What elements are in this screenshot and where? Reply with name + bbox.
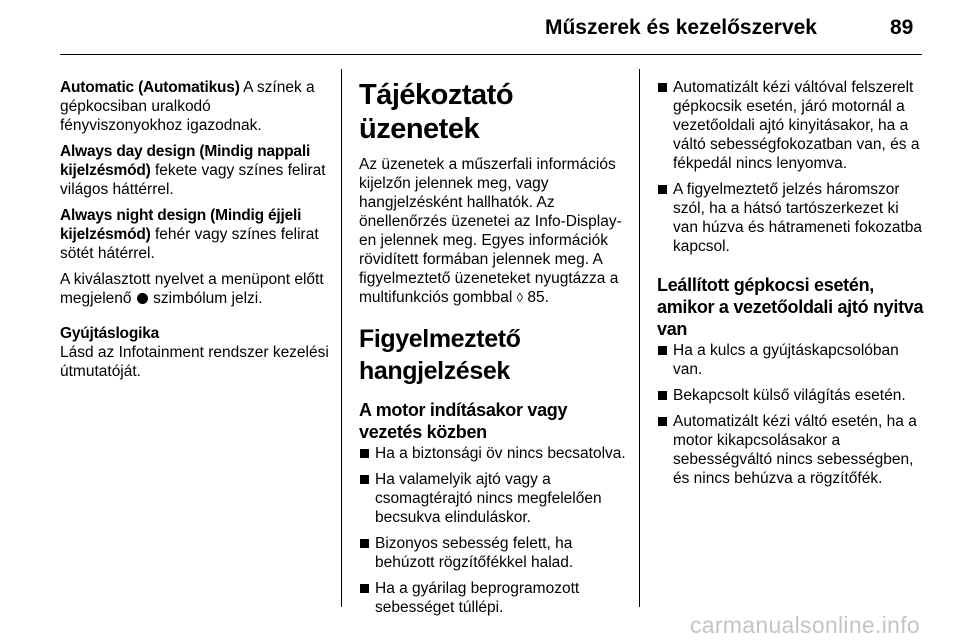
list-item-text: Bekapcsolt külső világítás esetén.	[673, 387, 906, 404]
text-automatic: A színek a gépkocsiban uralkodó fényviszonyokhoz igazodnak.	[60, 79, 315, 134]
list-item-text: Ha a kulcs a gyújtáskapcsolóban van.	[673, 342, 899, 378]
paragraph-automatic	[60, 78, 335, 135]
list-item	[657, 341, 927, 379]
list-item-text: Bizonyos sebesség felett, ha behúzott rögzítőfékkel halad.	[375, 535, 574, 571]
list-item	[359, 579, 629, 617]
heading-ignition-logic: Gyújtáslogika	[60, 325, 160, 342]
list-item-text: Ha a biztonsági öv nincs becsatolva.	[375, 445, 626, 462]
paragraph-day-design	[60, 142, 335, 199]
column-divider-right	[639, 69, 640, 607]
paragraph-ignition-text: Lásd az Infotainment rendszer kezelési útmutatóját.	[60, 344, 329, 380]
list-item-text: Automatizált kézi váltóval felszerelt gépkocsik esetén, járó motornál a vezetőoldali ajtó kinyitásakor, ha a váltó sebességfokozatban van, és a fékpedál nincs lenyomva.	[673, 79, 920, 172]
square-bullet-icon	[360, 475, 369, 484]
text-night-design: fehér vagy színes felirat sötét hátérrel.	[60, 226, 319, 262]
paragraph-language	[60, 270, 335, 308]
list-item	[657, 386, 927, 405]
column-right	[657, 78, 927, 495]
square-bullet-icon	[658, 391, 667, 400]
heading-info-messages: Tájékoztató üzenetek	[359, 79, 514, 145]
page-reference-icon: ◊	[516, 290, 524, 305]
list-item-text: Automatizált kézi váltó esetén, ha a motor kikapcsolásakor a sebességváltó nincs sebességben, és nincs behúzva a rögzítőfék.	[673, 413, 917, 487]
square-bullet-icon	[658, 346, 667, 355]
filled-circle-icon	[137, 293, 148, 304]
square-bullet-icon	[360, 539, 369, 548]
page-title: Műszerek és kezelőszervek	[544, 16, 817, 39]
text-info-intro: Az üzenetek a műszerfali információs kijelzőn jelennek meg, vagy hangjelzésként hallhatók. Az önellenőrzés üzenetei az Info-Display-en jelennek meg. Egyes információk rövidített formában jelennek meg. A figyelmeztető üzeneteket nyugtázza a multifunkciós gombbal	[359, 156, 622, 306]
term-night-design: Always night design (Mindig éjjeli kijelzésmód)	[60, 207, 302, 243]
list-item-text: Ha valamelyik ajtó vagy a csomagtérajtó nincs megfelelően becsukva elinduláskor.	[375, 471, 602, 526]
text-language-2: szimbólum jelzi.	[148, 290, 263, 307]
list-item-text: Ha a gyárilag beprogramozott sebességet túllépi.	[375, 580, 580, 616]
square-bullet-icon	[658, 417, 667, 426]
heading-engine-start: A motor indításakor vagy vezetés közben	[359, 400, 568, 442]
list-item-text: A figyelmeztető jelzés háromszor szól, ha a hátsó tartószerkezet ki van húzva és hátrameneti fokozatba kapcsol.	[673, 181, 923, 255]
term-automatic: Automatic (Automatikus)	[60, 79, 240, 96]
heading-parked-vehicle: Leállított gépkocsi esetén, amikor a vezetőoldali ajtó nyitva van	[657, 275, 924, 339]
paragraph-ignition-heading	[60, 324, 335, 343]
paragraph-info-intro	[359, 155, 629, 307]
list-item	[657, 180, 927, 256]
column-divider-left	[341, 69, 342, 607]
header-divider	[60, 54, 922, 55]
list-item	[657, 412, 927, 488]
column-left	[60, 78, 335, 388]
text-page-reference: 85.	[523, 289, 549, 306]
list-item	[359, 470, 629, 527]
list-item	[359, 444, 629, 463]
text-language-1: A kiválasztott nyelvet a menüpont előtt megjelenő	[60, 271, 324, 307]
page-number: 89	[890, 16, 914, 39]
square-bullet-icon	[658, 185, 667, 194]
paragraph-night-design	[60, 206, 335, 263]
heading-warning-chimes: Figyelmeztető hangjelzések	[359, 325, 521, 385]
term-day-design: Always day design (Mindig nappali kijelzésmód)	[60, 143, 311, 179]
list-item	[657, 78, 927, 173]
text-day-design: fekete vagy színes felirat világos háttérrel.	[60, 162, 326, 198]
list-item	[359, 534, 629, 572]
square-bullet-icon	[360, 584, 369, 593]
column-middle	[359, 78, 629, 624]
square-bullet-icon	[658, 83, 667, 92]
square-bullet-icon	[360, 449, 369, 458]
watermark: carmanualsonline.info	[689, 612, 920, 638]
